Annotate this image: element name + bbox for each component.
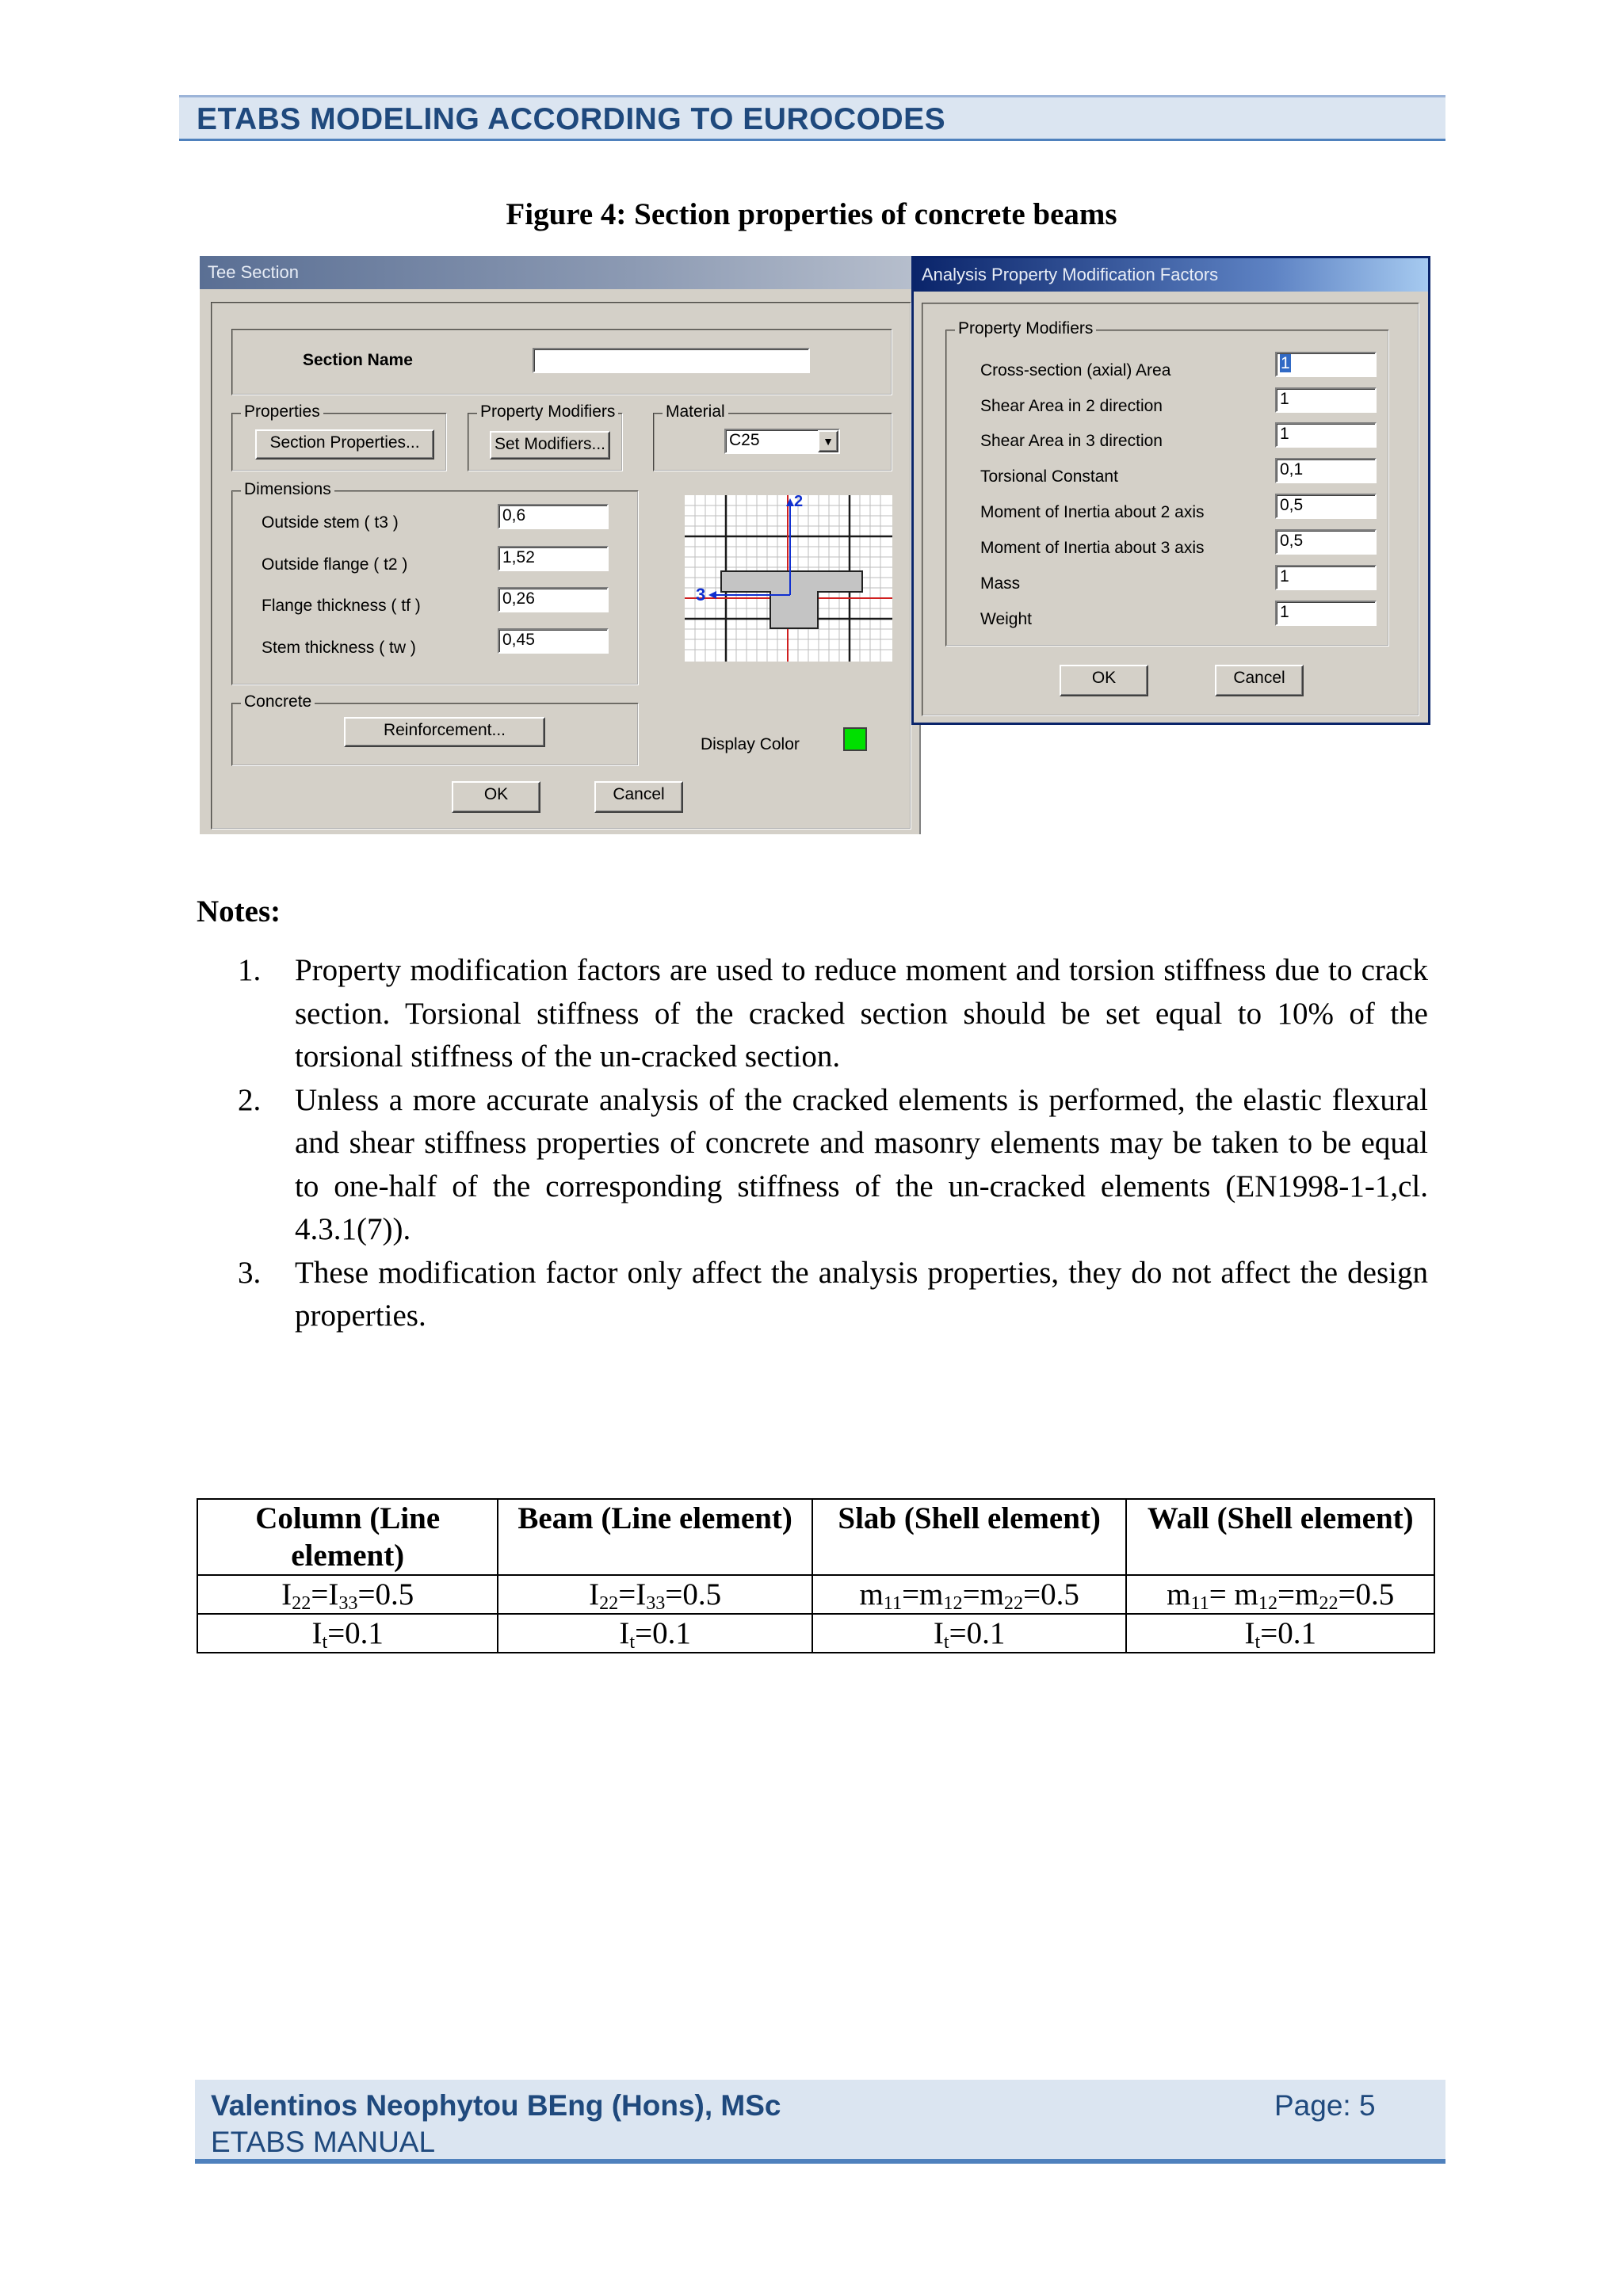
note-text: These modification factor only affect the analysis properties, they do not affect the design properties.: [295, 1255, 1428, 1333]
note-item: [238, 1079, 1428, 1252]
modifiers-group-label: Property Modifiers: [955, 319, 1096, 338]
axial-area-value: 1: [1281, 354, 1290, 372]
tee-section-title: Tee Section: [208, 262, 299, 282]
concrete-group-label: Concrete: [241, 692, 315, 711]
table-header-cell: Wall (Shell element): [1126, 1499, 1434, 1575]
note-number: 1.: [238, 953, 262, 987]
outside-flange-input[interactable]: 1,52: [498, 546, 609, 571]
table-cell: $m_{11}=m_{12}=m_{22}=0.5$: [812, 1575, 1127, 1614]
modifiers-ok-button[interactable]: OK: [1060, 665, 1148, 696]
footer-author: Valentinos Neophytou BEng (Hons), MSc: [211, 2089, 781, 2122]
modifier-label: Weight: [980, 610, 1032, 628]
page-footer: [195, 2080, 1445, 2164]
modifier-label: Moment of Inertia about 2 axis: [980, 503, 1205, 521]
note-item: [238, 1252, 1428, 1338]
material-select[interactable]: [724, 429, 840, 454]
axial-area-input[interactable]: [1275, 352, 1377, 377]
modifier-label: Moment of Inertia about 3 axis: [980, 539, 1205, 557]
inertia-2-input[interactable]: 0,5: [1275, 494, 1377, 519]
figure-screenshot: [200, 256, 1430, 834]
weight-input[interactable]: 1: [1275, 601, 1377, 626]
table-header-row: [197, 1499, 1434, 1575]
shear-area-3-input[interactable]: 1: [1275, 422, 1377, 448]
dimensions-group-label: Dimensions: [241, 480, 334, 499]
notes-list: [238, 949, 1428, 1338]
stem-thickness-input[interactable]: 0,45: [498, 628, 609, 654]
modifier-label: Shear Area in 3 direction: [980, 432, 1163, 450]
modifier-label: Shear Area in 2 direction: [980, 397, 1163, 415]
table-row: [197, 1575, 1434, 1614]
material-select-value: C25: [729, 431, 760, 449]
section-name-label: Section Name: [303, 351, 413, 369]
inertia-3-input[interactable]: 0,5: [1275, 529, 1377, 555]
tee-section-titlebar: [200, 256, 919, 289]
note-item: [238, 949, 1428, 1079]
display-color-label: Display Color: [701, 735, 800, 753]
table-cell: $I_t=0.1$: [498, 1614, 812, 1653]
page-header: [179, 95, 1445, 141]
section-preview: [685, 495, 892, 662]
table-cell: $I_{22}=I_{33}=0.5$: [498, 1575, 812, 1614]
modifier-label: Cross-section (axial) Area: [980, 361, 1171, 379]
footer-manual: ETABS MANUAL: [211, 2126, 436, 2158]
table-cell: $m_{11}= m_{12}=m_{22}=0.5$: [1126, 1575, 1434, 1614]
modifiers-dialog: [911, 256, 1430, 725]
flange-thickness-input[interactable]: 0,26: [498, 587, 609, 612]
note-text: Property modification factors are used to reduce moment and torsion stiffness due to crack section. Torsional stiffness of the cracked section should be set equal to 10% of the torsional stiffness of the un-cracked section.: [295, 953, 1428, 1074]
modifiers-cancel-button[interactable]: Cancel: [1215, 665, 1304, 696]
chevron-down-icon[interactable]: ▼: [818, 430, 838, 452]
section-properties-button[interactable]: Section Properties...: [255, 429, 434, 460]
table-cell: $I_{22}=I_{33}=0.5$: [197, 1575, 498, 1614]
modifiers-titlebar: [914, 258, 1428, 292]
table-header-cell: Beam (Line element): [498, 1499, 812, 1575]
table-header-cell: Slab (Shell element): [812, 1499, 1127, 1575]
header-title: ETABS MODELING ACCORDING TO EUROCODES: [197, 102, 946, 136]
footer-page-number: Page: 5: [1274, 2089, 1376, 2122]
section-name-input[interactable]: [533, 348, 810, 373]
dimension-label: Stem thickness ( tw ): [262, 639, 416, 657]
reinforcement-button[interactable]: Reinforcement...: [344, 717, 545, 747]
table-cell: $I_t=0.1$: [812, 1614, 1127, 1653]
modifier-label: Torsional Constant: [980, 467, 1118, 486]
properties-group-label: Properties: [241, 402, 323, 421]
axis-3-label: 3: [696, 585, 706, 605]
set-modifiers-button[interactable]: Set Modifiers...: [490, 431, 610, 460]
material-group-label: Material: [663, 402, 728, 421]
table-cell: $I_t=0.1$: [197, 1614, 498, 1653]
tee-cancel-button[interactable]: Cancel: [594, 781, 683, 813]
note-number: 2.: [238, 1082, 262, 1117]
mass-input[interactable]: 1: [1275, 565, 1377, 590]
modifiers-title: Analysis Property Modification Factors: [922, 265, 1219, 284]
tee-section-dialog: [200, 256, 921, 834]
shear-area-2-input[interactable]: 1: [1275, 387, 1377, 413]
notes-heading: Notes:: [197, 894, 281, 929]
modification-factors-table: [197, 1498, 1435, 1653]
dimension-label: Outside stem ( t3 ): [262, 513, 399, 532]
property-modifiers-group-label: Property Modifiers: [477, 402, 618, 421]
figure-caption: Figure 4: Section properties of concrete beams: [506, 197, 1117, 231]
tee-ok-button[interactable]: OK: [452, 781, 540, 813]
display-color-swatch[interactable]: [843, 727, 867, 751]
note-number: 3.: [238, 1255, 262, 1290]
dimension-label: Outside flange ( t2 ): [262, 555, 408, 574]
table-row: [197, 1614, 1434, 1653]
dimension-label: Flange thickness ( tf ): [262, 597, 421, 615]
modifier-label: Mass: [980, 574, 1021, 593]
table-header-cell: Column (Line element): [197, 1499, 498, 1575]
outside-stem-input[interactable]: 0,6: [498, 504, 609, 529]
torsional-constant-input[interactable]: 0,1: [1275, 458, 1377, 483]
table-cell: $I_t=0.1$: [1126, 1614, 1434, 1653]
note-text: Unless a more accurate analysis of the cracked elements is performed, the elastic flexural and shear stiffness properties of concrete and masonry elements may be taken to be equal to one-half of the corresponding stiffness of the un-cracked elements (EN1998-1-1,cl. 4.3.1(7)).: [295, 1082, 1428, 1246]
axis-2-label: 2: [794, 495, 804, 510]
